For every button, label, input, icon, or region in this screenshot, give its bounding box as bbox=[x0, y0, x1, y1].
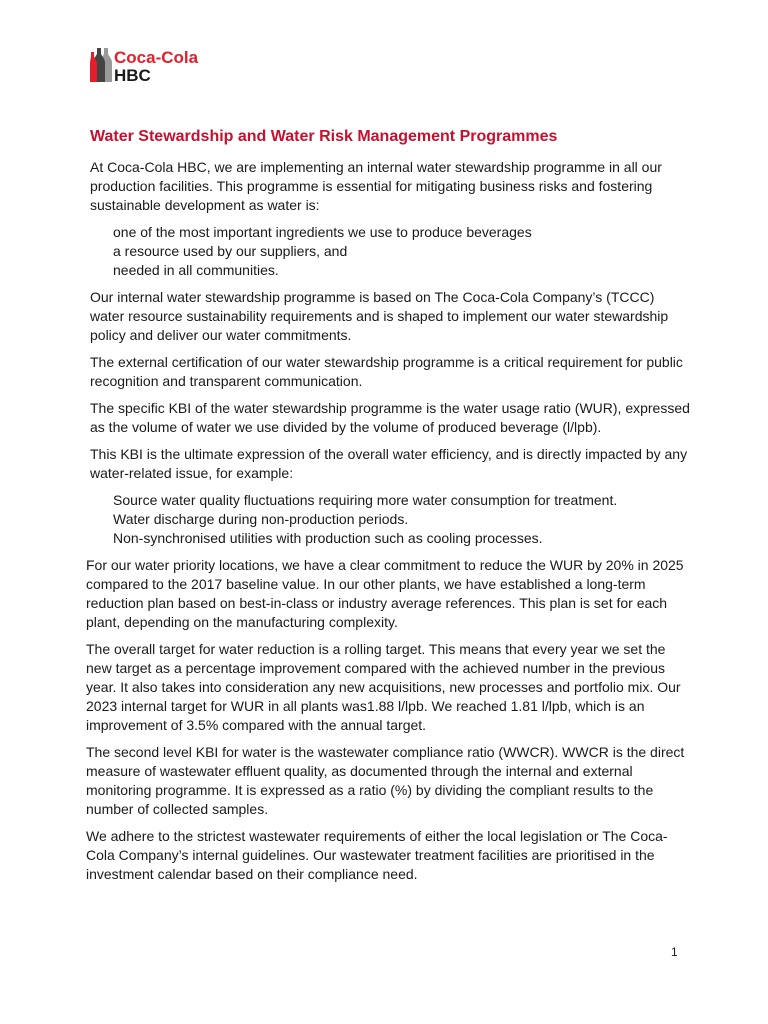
list-item: Water discharge during non-production periods. bbox=[113, 511, 409, 527]
logo-text-hbc: HBC bbox=[114, 66, 151, 85]
paragraph-priority-locations: For our water priority locations, we have a clear commitment to reduce the WUR by 20% in 2025 compared to the 2017 baseline value. In our other plants, we have established a long-term reduction plan based on best-in-class or industry average references. This plan is set for each plant, depending on the manufacturing complexity. bbox=[86, 557, 684, 630]
water-issues-list bbox=[113, 491, 690, 548]
bottles-icon bbox=[90, 46, 114, 84]
paragraph-certification: The external certification of our water stewardship programme is a critical requirement for public recognition and transparent communication. bbox=[90, 354, 683, 389]
paragraph-kbi-expression: This KBI is the ultimate expression of the overall water efficiency, and is directly impacted by any water-related issue, for example: bbox=[90, 446, 688, 481]
paragraph-programme-basis: Our internal water stewardship programme is based on The Coca-Cola Company’s (TCCC) water resource sustainability requirements and is shaped to implement our water stewardship policy and deliver our water commitments. bbox=[90, 289, 669, 343]
paragraph-kbi-wur: The specific KBI of the water stewardship programme is the water usage ratio (WUR), expressed as the volume of water we use divided by the volume of produced beverage (l/lpb). bbox=[90, 400, 690, 435]
water-importance-list bbox=[113, 223, 690, 280]
section-title: Water Stewardship and Water Risk Management Programmes bbox=[90, 128, 558, 145]
list-item: needed in all communities. bbox=[113, 262, 279, 278]
coca-cola-hbc-logo bbox=[90, 46, 230, 86]
logo-text-coca-cola: Coca-Cola bbox=[114, 48, 199, 67]
list-item: one of the most important ingredients we use to produce beverages bbox=[113, 224, 532, 240]
paragraph-intro: At Coca-Cola HBC, we are implementing an internal water stewardship programme in all our production facilities. This programme is essential for mitigating business risks and fostering sustainable development as water is: bbox=[90, 159, 662, 213]
list-item: Source water quality fluctuations requiring more water consumption for treatment. bbox=[113, 492, 618, 508]
list-item: Non-synchronised utilities with production such as cooling processes. bbox=[113, 530, 543, 546]
paragraph-wwcr: The second level KBI for water is the wastewater compliance ratio (WWCR). WWCR is the direct measure of wastewater effluent quality, as documented through the internal and external monitoring programme. It is expressed as a ratio (%) by dividing the compliant results to the number of collected samples. bbox=[86, 744, 685, 817]
paragraph-rolling-target: The overall target for water reduction is a rolling target. This means that every year we set the new target as a percentage improvement compared with the achieved number in the previous year. It also takes into consideration any new acquisitions, new processes and portfolio mix. Our 2023 internal target for WUR in all plants was1.88 l/lpb. We reached 1.81 l/lpb, which is an improvement of 3.5% compared with the annual target. bbox=[86, 641, 681, 733]
document-body bbox=[86, 126, 690, 892]
page-number: 1 bbox=[671, 945, 678, 959]
list-item: a resource used by our suppliers, and bbox=[113, 243, 348, 259]
paragraph-wastewater-requirements: We adhere to the strictest wastewater requirements of either the local legislation or The Coca-Cola Company’s internal guidelines. Our wastewater treatment facilities are prioritised in the investment calendar based on their compliance need. bbox=[86, 828, 668, 882]
